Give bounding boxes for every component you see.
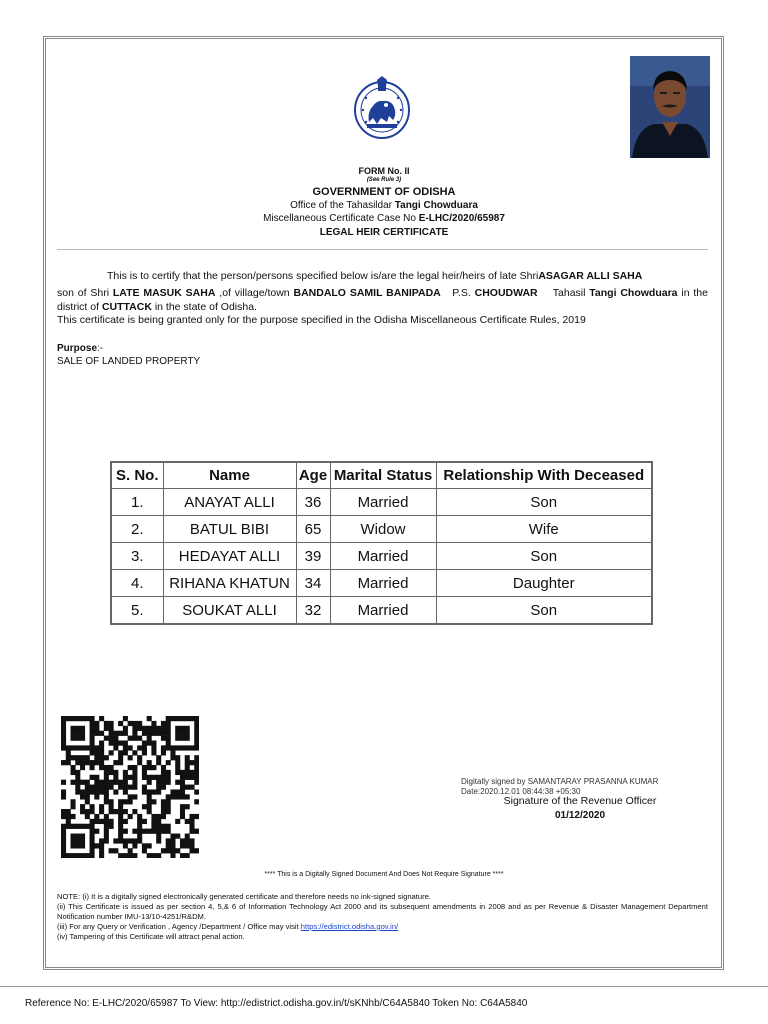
heir-photo — [630, 56, 710, 158]
cell-sno: 1. — [111, 489, 163, 516]
signature-title: Signature of the Revenue Officer — [503, 795, 657, 807]
father-name: LATE MASUK SAHA — [112, 287, 216, 299]
village-label: ,of village/town — [215, 287, 294, 299]
tahasil-label: Tahasil — [537, 287, 590, 299]
cell-age: 65 — [296, 516, 330, 543]
cell-sno: 3. — [111, 543, 163, 570]
cell-age: 34 — [296, 570, 330, 597]
note-1: NOTE: (i) It is a digitally signed electronically generated certificate and therefore needs no ink-signed signature. — [57, 892, 431, 901]
cell-marital-status: Married — [330, 570, 436, 597]
cell-name: BATUL BIBI — [163, 516, 296, 543]
granted-text: This certificate is being granted only for the purpose specified in the Odisha Miscellaneous Certificate Rules, 2019 — [57, 314, 586, 326]
cell-marital-status: Married — [330, 543, 436, 570]
cell-age: 36 — [296, 489, 330, 516]
ps-label: P.S. — [440, 287, 475, 299]
header-name: Name — [163, 462, 296, 489]
table-row — [111, 597, 652, 625]
header-marital-status: Marital Status — [330, 462, 436, 489]
digital-signature-note: **** This is a Digitally Signed Document And Does Not Require Signature **** — [264, 871, 504, 878]
digital-signature-info — [461, 777, 658, 797]
office-line — [44, 200, 724, 211]
form-number: FORM No. II — [358, 166, 410, 176]
cell-relationship: Daughter — [436, 570, 652, 597]
header-sno: S. No. — [111, 462, 163, 489]
district-label: in the district of — [57, 287, 708, 313]
deceased-name: ASAGAR ALLI SAHA — [538, 270, 643, 282]
case-line — [44, 213, 724, 224]
cell-sno: 4. — [111, 570, 163, 597]
case-prefix: Miscellaneous Certificate Case No — [263, 213, 419, 224]
see-rule: (See Rule 3) — [366, 177, 402, 183]
office-name: Tangi Chowduara — [394, 200, 478, 211]
table-row — [111, 516, 652, 543]
purpose-label: Purpose — [57, 343, 98, 354]
cell-sno: 5. — [111, 597, 163, 625]
case-number: E-LHC/2020/65987 — [418, 213, 505, 224]
cell-age: 32 — [296, 597, 330, 625]
note-4: (iv) Tampering of this Certificate will attract penal action. — [57, 932, 245, 941]
note-3-text: (iii) For any Query or Verification , Agency /Department / Office may visit — [57, 922, 301, 931]
notes-section — [57, 892, 708, 942]
cell-relationship: Wife — [436, 516, 652, 543]
certificate-title: LEGAL HEIR CERTIFICATE — [319, 227, 449, 238]
table-header-row — [111, 462, 652, 489]
cell-marital-status: Widow — [330, 516, 436, 543]
edistrict-link[interactable]: https://edistrict.odisha.gov.in/ — [300, 922, 399, 931]
details-line — [57, 286, 708, 314]
office-prefix: Office of the Tahasildar — [290, 200, 395, 211]
table-row — [111, 570, 652, 597]
digital-signed-by: Digitally signed by SAMANTARAY PRASANNA KUMAR — [461, 777, 659, 786]
header-divider — [57, 249, 708, 250]
intro-line — [57, 269, 708, 283]
cell-name: RIHANA KHATUN — [163, 570, 296, 597]
son-of-label: son of Shri — [57, 287, 113, 299]
table-row — [111, 489, 652, 516]
cell-sno: 2. — [111, 516, 163, 543]
state-label: in the state of Odisha. — [151, 301, 257, 313]
cell-age: 39 — [296, 543, 330, 570]
digital-signed-date: Date:2020.12.01 08:44:38 +05:30 — [461, 787, 581, 796]
cell-relationship: Son — [436, 543, 652, 570]
purpose-label-line — [57, 342, 708, 356]
cell-relationship: Son — [436, 489, 652, 516]
purpose-value: SALE OF LANDED PROPERTY — [57, 356, 201, 367]
cell-name: ANAYAT ALLI — [163, 489, 296, 516]
note-2: (ii) This Certificate is issued as per section 4, 5,& 6 of Information Technology Act 2000 and its subsequent amendments in 2008 and as per Revenue & Disaster Management Department Notification number IMU-13/10-4251/R&DM. — [57, 902, 708, 921]
purpose-suffix: :- — [97, 343, 104, 354]
cell-marital-status: Married — [330, 597, 436, 625]
cell-name: SOUKAT ALLI — [163, 597, 296, 625]
ps-name: CHOUDWAR — [474, 287, 538, 299]
cell-name: HEDAYAT ALLI — [163, 543, 296, 570]
header-relationship: Relationship With Deceased — [436, 462, 652, 489]
note-3 — [57, 922, 708, 932]
reference-footer: Reference No: E-LHC/2020/65987 To View: http://edistrict.odisha.gov.in/t/sKNhb/C64A5840 Token No: C64A5840 — [25, 998, 528, 1009]
government-title: GOVERNMENT OF ODISHA — [312, 186, 456, 198]
district-name: CUTTACK — [101, 301, 152, 313]
table-row — [111, 543, 652, 570]
cell-relationship: Son — [436, 597, 652, 625]
heirs-table — [110, 461, 653, 625]
intro-text: This is to certify that the person/persons specified below is/are the legal heir/heirs of late Shri — [107, 270, 539, 282]
cell-marital-status: Married — [330, 489, 436, 516]
tahasil-name: Tangi Chowduara — [589, 287, 678, 299]
signature-date: 01/12/2020 — [554, 810, 606, 821]
qr-code-icon — [61, 716, 199, 858]
footer-divider — [0, 986, 768, 987]
header-age: Age — [296, 462, 330, 489]
village-name: BANDALO SAMIL BANIPADA — [293, 287, 441, 299]
odisha-emblem-icon — [353, 74, 411, 140]
